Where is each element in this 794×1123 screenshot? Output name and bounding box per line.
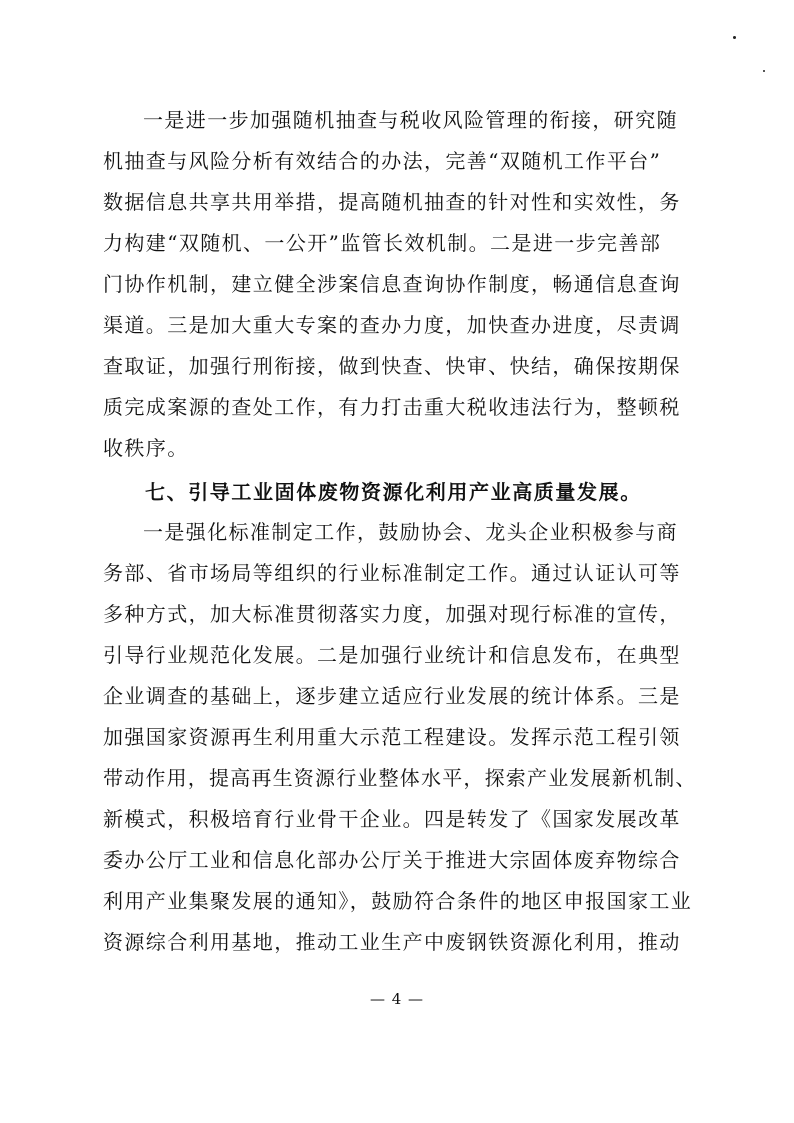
scan-speck [763, 70, 765, 72]
paragraph-line: 查取证，加强行刑衔接，做到快查、快审、快结，确保按期保 [103, 354, 681, 378]
paragraph-line: 多种方式，加大标准贯彻落实力度，加强对现行标准的宣传， [103, 602, 681, 626]
paragraph-line: 新模式，积极培育行业骨干企业。四是转发了《国家发展改革 [103, 807, 681, 831]
paragraph-line: 资源综合利用基地，推动工业生产中废钢铁资源化利用，推动 [103, 930, 681, 954]
paragraph-line: 门协作机制，建立健全涉案信息查询协作制度，畅通信息查询 [103, 272, 681, 296]
paragraph-line: 一是进一步加强随机抽查与税收风险管理的衔接，研究随 [143, 108, 678, 132]
section-heading: 七、引导工业固体废物资源化利用产业高质量发展。 [145, 480, 642, 504]
paragraph-line: 利用产业集聚发展的通知》，鼓励符合条件的地区申报国家工业 [103, 889, 693, 913]
paragraph-line: 一是强化标准制定工作，鼓励协会、龙头企业积极参与商 [143, 520, 678, 544]
paragraph-line: 机抽查与风险分析有效结合的办法，完善“双随机工作平台” [103, 149, 662, 173]
paragraph-line: 加强国家资源再生利用重大示范工程建设。发挥示范工程引领 [103, 725, 681, 749]
paragraph-line: 委办公厅工业和信息化部办公厅关于推进大宗固体废弃物综合 [103, 848, 681, 872]
paragraph-line: 质完成案源的查处工作，有力打击重大税收违法行为，整顿税 [103, 395, 681, 419]
paragraph-line: 引导行业规范化发展。二是加强行业统计和信息发布，在典型 [103, 643, 681, 667]
paragraph-line: 带动作用，提高再生资源行业整体水平，探索产业发展新机制、 [103, 766, 697, 790]
page-number: — 4 — [369, 990, 425, 1008]
paragraph-line: 企业调查的基础上，逐步建立适应行业发展的统计体系。三是 [103, 684, 681, 708]
paragraph-line: 数据信息共享共用举措，提高随机抽查的针对性和实效性，务 [103, 190, 681, 214]
paragraph-line: 务部、省市场局等组织的行业标准制定工作。通过认证认可等 [103, 561, 681, 585]
paragraph-line: 收秩序。 [103, 436, 189, 460]
scan-speck [733, 36, 736, 39]
paragraph-line: 渠道。三是加大重大专案的查办力度，加快查办进度，尽责调 [103, 313, 681, 337]
paragraph-line: 力构建“双随机、一公开”监管长效机制。二是进一步完善部 [103, 231, 662, 255]
